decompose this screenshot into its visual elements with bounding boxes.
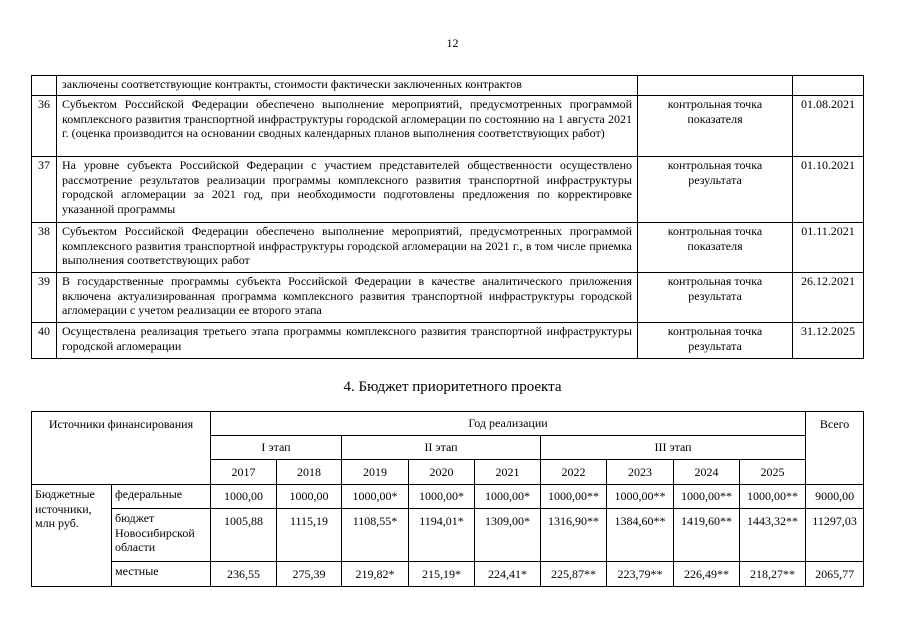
event-type: контрольная точка результата xyxy=(638,323,793,359)
event-date: 26.12.2021 xyxy=(793,273,864,323)
value-cell: 1000,00* xyxy=(475,485,541,509)
stage-2-header: II этап xyxy=(342,436,541,460)
table-row xyxy=(32,273,864,323)
row-number: 36 xyxy=(32,96,57,157)
year-header: Год реализации xyxy=(211,412,806,436)
value-cell: 1005,88 xyxy=(211,509,277,562)
event-type: контрольная точка результата xyxy=(638,273,793,323)
event-description: Субъектом Российской Федерации обеспечено выполнение мероприятий, предусмотренных программой комплексного развития транспортной инфраструктуры городской агломерации по состоянию на 1 августа 2021 г. (оценка производится на основании сводных календарных планов выполнения соответствующих работ) xyxy=(57,96,638,157)
year-cell: 2025 xyxy=(740,460,806,485)
total-cell: 9000,00 xyxy=(806,485,864,509)
events-table xyxy=(31,75,864,359)
value-cell: 1108,55* xyxy=(342,509,409,562)
source-label: местные xyxy=(112,562,211,587)
value-cell: 275,39 xyxy=(277,562,342,587)
row-number: 39 xyxy=(32,273,57,323)
year-cell: 2024 xyxy=(674,460,740,485)
sources-header: Источники финансирования xyxy=(32,412,211,485)
row-number: 40 xyxy=(32,323,57,359)
continuation-text: заключены соответствующие контракты, стоимости фактически заключенных контрактов xyxy=(57,76,638,96)
budget-group-label: Бюджетные источники, млн руб. xyxy=(32,485,112,587)
table-row xyxy=(32,509,864,562)
stage-3-header: III этап xyxy=(541,436,806,460)
section-title: 4. Бюджет приоритетного проекта xyxy=(343,379,562,395)
value-cell: 226,49** xyxy=(674,562,740,587)
page-number: 12 xyxy=(446,36,459,50)
event-type: контрольная точка показателя xyxy=(638,223,793,273)
table-row xyxy=(32,157,864,223)
value-cell: 1443,32** xyxy=(740,509,806,562)
total-cell: 11297,03 xyxy=(806,509,864,562)
year-cell: 2021 xyxy=(475,460,541,485)
row-number: 37 xyxy=(32,157,57,223)
value-cell: 1309,00* xyxy=(475,509,541,562)
value-cell: 223,79** xyxy=(607,562,674,587)
table-row xyxy=(32,485,864,509)
source-label: федеральные xyxy=(112,485,211,509)
value-cell: 1000,00** xyxy=(674,485,740,509)
year-cell: 2020 xyxy=(409,460,475,485)
year-cell: 2018 xyxy=(277,460,342,485)
table-row xyxy=(32,96,864,157)
value-cell: 1000,00 xyxy=(277,485,342,509)
table-row xyxy=(32,562,864,587)
value-cell: 1000,00 xyxy=(211,485,277,509)
event-type: контрольная точка результата xyxy=(638,157,793,223)
total-header: Всего xyxy=(806,412,864,485)
value-cell: 1000,00** xyxy=(541,485,607,509)
value-cell: 1000,00** xyxy=(740,485,806,509)
value-cell: 1000,00* xyxy=(409,485,475,509)
row-number xyxy=(32,76,57,96)
value-cell: 1419,60** xyxy=(674,509,740,562)
value-cell: 225,87** xyxy=(541,562,607,587)
event-type: контрольная точка показателя xyxy=(638,96,793,157)
year-cell: 2022 xyxy=(541,460,607,485)
value-cell: 1115,19 xyxy=(277,509,342,562)
table-row xyxy=(32,76,864,96)
value-cell: 1316,90** xyxy=(541,509,607,562)
event-description: На уровне субъекта Российской Федерации с участием представителей общественности осуществлено рассмотрение результатов реализации программы комплексного развития транспортной инфраструктуры городской агломерации за 2021 год, при необходимости подготовлены предложения по корректировке указанной программы xyxy=(57,157,638,223)
year-cell: 2017 xyxy=(211,460,277,485)
value-cell: 1000,00* xyxy=(342,485,409,509)
value-cell: 1384,60** xyxy=(607,509,674,562)
event-date: 01.11.2021 xyxy=(793,223,864,273)
value-cell: 218,27** xyxy=(740,562,806,587)
event-date: 01.08.2021 xyxy=(793,96,864,157)
value-cell: 219,82* xyxy=(342,562,409,587)
value-cell: 1194,01* xyxy=(409,509,475,562)
event-description: В государственные программы субъекта Российской Федерации в качестве аналитического приложения включена актуализированная программа комплексного развития транспортной инфраструктуры городской агломерации с учетом реализации ее второго этапа xyxy=(57,273,638,323)
event-description: Субъектом Российской Федерации обеспечено выполнение мероприятий, предусмотренных программой комплексного развития транспортной инфраструктуры городской агломерации на 2021 г., в том числе приемка выполнения соответствующих работ xyxy=(57,223,638,273)
stage-1-header: I этап xyxy=(211,436,342,460)
table-row xyxy=(32,223,864,273)
year-cell: 2023 xyxy=(607,460,674,485)
budget-table xyxy=(31,411,864,587)
total-cell: 2065,77 xyxy=(806,562,864,587)
row-number: 38 xyxy=(32,223,57,273)
source-label: бюджет Новосибирской области xyxy=(112,509,211,562)
table-row xyxy=(32,323,864,359)
table-row xyxy=(32,412,864,436)
value-cell: 215,19* xyxy=(409,562,475,587)
event-date: 31.12.2025 xyxy=(793,323,864,359)
value-cell: 1000,00** xyxy=(607,485,674,509)
value-cell: 224,41* xyxy=(475,562,541,587)
year-cell: 2019 xyxy=(342,460,409,485)
event-description: Осуществлена реализация третьего этапа программы комплексного развития транспортной инфраструктуры городской агломерации xyxy=(57,323,638,359)
value-cell: 236,55 xyxy=(211,562,277,587)
event-date: 01.10.2021 xyxy=(793,157,864,223)
